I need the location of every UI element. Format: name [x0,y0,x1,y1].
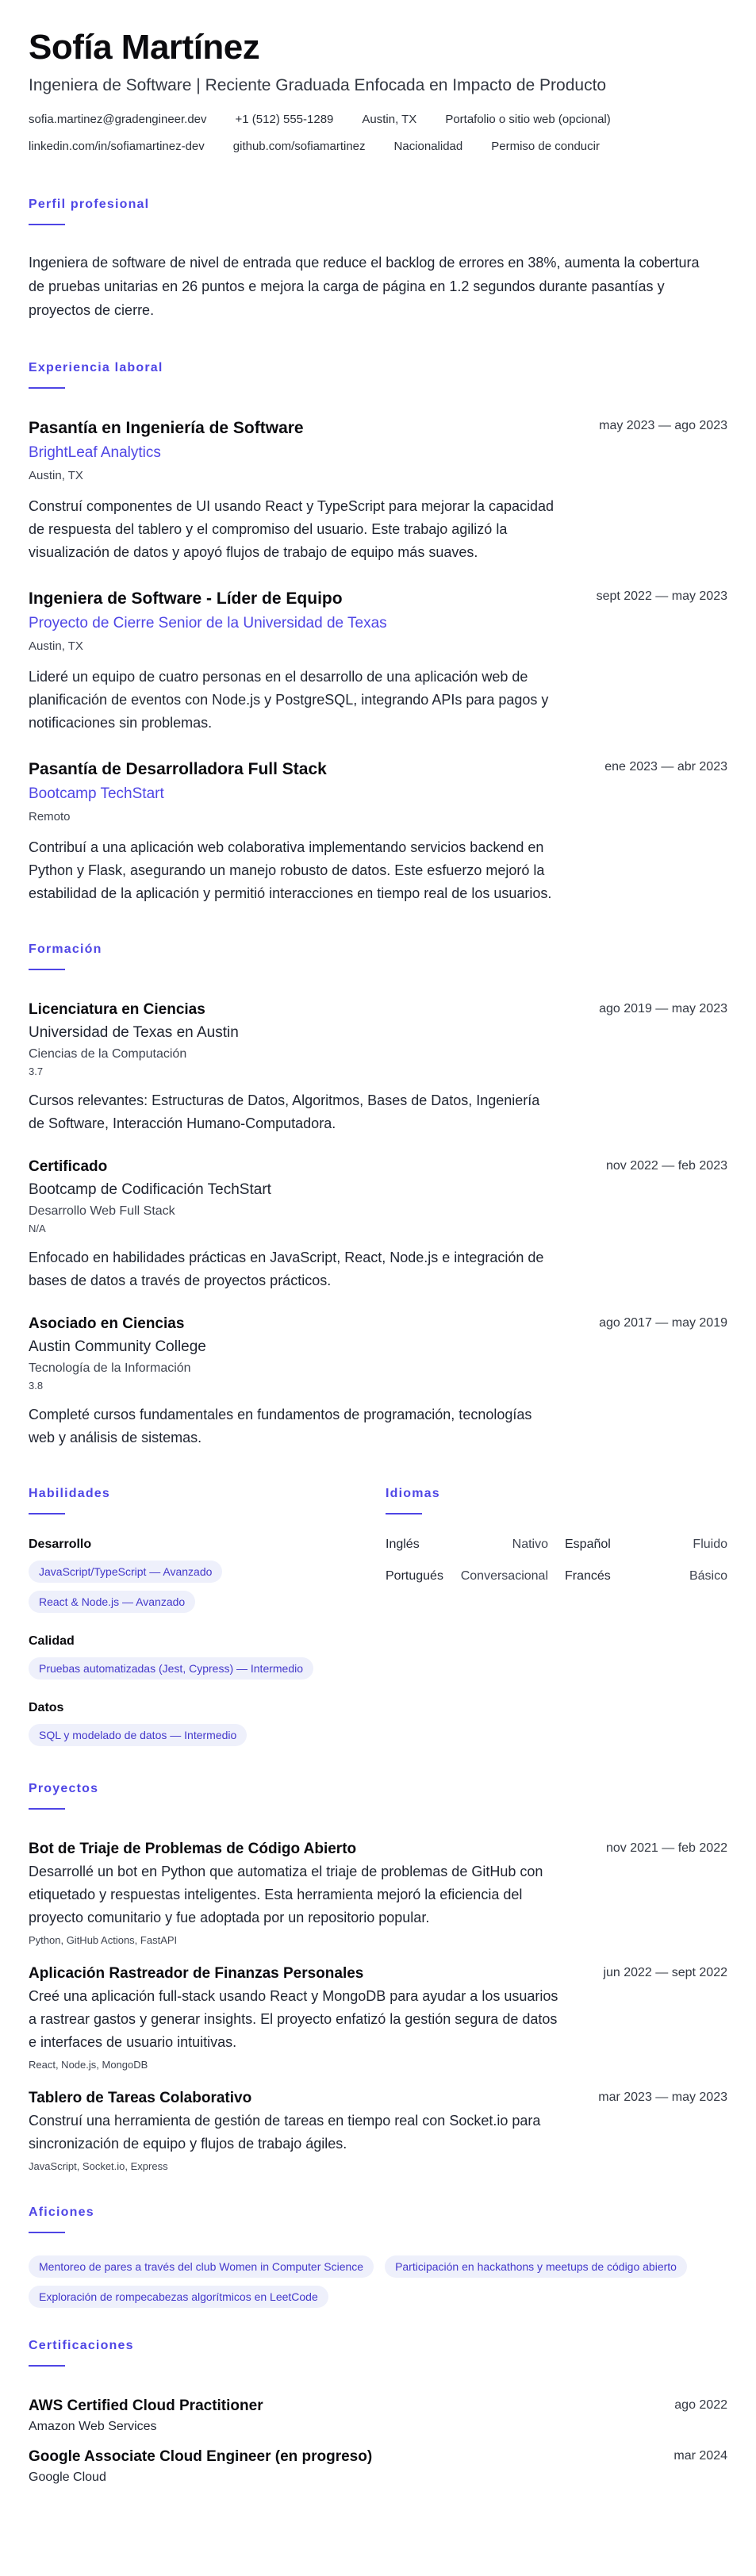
skill-group-name: Desarrollo [29,1538,92,1551]
contact-phone[interactable]: +1 (512) 555-1289 [235,113,334,126]
language-name: Portugués [386,1569,443,1583]
section-title: Habilidades [29,1487,111,1500]
section-divider [29,2365,65,2367]
language-item [565,1537,727,1553]
interest-chip: Exploración de rompecabezas algorítmicos en LeetCode [29,2286,328,2308]
summary-section [29,197,727,322]
language-item [386,1568,548,1584]
contact-info [29,113,711,154]
skill-chip: Pruebas automatizadas (Jest, Cypress) — Intermedio [29,1657,313,1680]
education-item [29,1315,727,1449]
contact-portfolio[interactable]: Portafolio o sitio web (opcional) [445,113,611,126]
experience-item [29,417,727,564]
interests-section [29,2205,727,2308]
project-item [29,1840,727,1947]
job-dates: may 2023 — ago 2023 [599,419,727,432]
skill-group [29,1700,386,1746]
gpa-value: 3.8 [29,1380,44,1392]
field-of-study: Tecnología de la Información [29,1361,191,1375]
project-item [29,1964,727,2071]
certification-item [29,2447,727,2486]
gpa-value: 3.7 [29,1065,44,1077]
skill-group [29,1537,386,1613]
certification-name: Google Associate Cloud Engineer (en progreso) [29,2448,373,2465]
project-tech: Python, GitHub Actions, FastAPI [29,1934,178,1946]
project-name: Tablero de Tareas Colaborativo [29,2090,252,2106]
language-name: Español [565,1538,611,1551]
job-dates: ene 2023 — abr 2023 [604,760,727,774]
contact-nationality: Nacionalidad [393,140,463,153]
job-description: Contribuí a una aplicación web colaborativa implementando servicios backend en Python y Flask, asegurando un manejo robusto de datos. Este esfuerzo mejoró la estabilidad de la aplicación y permitió interacciones en tiempo real de los usuarios. [29,839,552,901]
interest-chip: Mentoreo de pares a través del club Women in Computer Science [29,2255,374,2278]
candidate-name: Sofía Martínez [29,28,260,67]
section-divider [29,2232,65,2233]
section-title: Experiencia laboral [29,361,163,374]
job-title: Ingeniera de Software - Líder de Equipo [29,589,343,608]
resume-header [29,25,727,154]
project-tech: React, Node.js, MongoDB [29,2059,148,2071]
section-title: Certificaciones [29,2339,134,2352]
section-title: Idiomas [386,1487,440,1500]
interest-chip: Participación en hackathons y meetups de código abierto [385,2255,687,2278]
job-description: Lideré un equipo de cuatro personas en el desarrollo de una aplicación web de planificación de eventos con Node.js y PostgreSQL, integrando APIs para pagos y notificaciones sin problemas. [29,669,549,731]
job-description: Construí componentes de UI usando React y TypeScript para mejorar la capacidad de respuesta del tablero y el compromiso del usuario. Este trabajo agilizó la visualización de datos y apoyó flujos de trabajo de equipo más suaves. [29,498,555,560]
certifications-section [29,2338,727,2486]
skill-chip: JavaScript/TypeScript — Avanzado [29,1561,222,1583]
education-description: Cursos relevantes: Estructuras de Datos, Algoritmos, Bases de Datos, Ingeniería de Software, Interacción Humano-Computadora. [29,1092,540,1131]
summary-text: Ingeniera de software de nivel de entrada que reduce el backlog de errores en 38%, aumenta la cobertura de pruebas unitarias en 26 puntos e mejora la carga de página en 1.2 segundos durante pasantías y proyectos de cierre. [29,255,700,318]
language-item [386,1537,548,1553]
company-name: Bootcamp TechStart [29,785,164,802]
company-name: Proyecto de Cierre Senior de la Universidad de Texas [29,615,387,632]
school-name: Austin Community College [29,1338,206,1355]
language-level: Nativo [512,1538,548,1551]
skill-chip: SQL y modelado de datos — Intermedio [29,1724,247,1746]
candidate-headline: Ingeniera de Software | Reciente Graduada Enfocada en Impacto de Producto [29,76,607,94]
project-description: Construí una herramienta de gestión de tareas en tiempo real con Socket.io para sincronización de equipo y flujos de trabajo ágiles. [29,2113,541,2152]
section-divider [29,969,65,970]
project-item [29,2089,727,2173]
certification-date: mar 2024 [673,2449,727,2463]
section-divider [29,1513,65,1515]
skills-languages-row [29,1486,727,1746]
degree-title: Certificado [29,1158,108,1175]
experience-section [29,360,727,905]
education-item [29,1157,727,1292]
education-dates: nov 2022 — feb 2023 [605,1159,727,1173]
education-section [29,942,727,1449]
language-level: Básico [689,1569,727,1583]
language-level: Fluido [693,1538,727,1551]
contact-license: Permiso de conducir [491,140,600,153]
projects-section [29,1781,727,2173]
job-location: Austin, TX [29,639,83,653]
education-dates: ago 2017 — may 2019 [599,1316,727,1330]
section-divider [29,387,65,389]
experience-item [29,588,727,735]
job-dates: sept 2022 — may 2023 [596,589,727,603]
project-tech: JavaScript, Socket.io, Express [29,2160,168,2172]
section-title: Perfil profesional [29,198,150,211]
certification-date: ago 2022 [674,2398,727,2412]
certification-issuer: Amazon Web Services [29,2420,157,2433]
contact-location: Austin, TX [362,113,417,126]
experience-item [29,758,727,905]
language-name: Inglés [386,1538,420,1551]
section-title: Proyectos [29,1782,99,1795]
education-description: Enfocado en habilidades prácticas en JavaScript, React, Node.js e integración de bases de datos a través de proyectos prácticos. [29,1250,544,1288]
field-of-study: Ciencias de la Computación [29,1047,187,1061]
project-dates: mar 2023 — may 2023 [598,2090,727,2104]
certification-item [29,2397,727,2435]
field-of-study: Desarrollo Web Full Stack [29,1204,175,1218]
project-dates: jun 2022 — sept 2022 [603,1966,727,1979]
contact-email[interactable]: sofia.martinez@gradengineer.dev [29,113,207,126]
skill-group [29,1634,386,1680]
project-name: Aplicación Rastreador de Finanzas Personales [29,1965,364,1982]
education-item [29,1000,727,1135]
skills-section [29,1486,386,1746]
gpa-value: N/A [29,1223,46,1234]
skill-chip: React & Node.js — Avanzado [29,1591,195,1613]
job-title: Pasantía de Desarrolladora Full Stack [29,760,327,778]
job-location: Austin, TX [29,469,83,482]
languages-section [386,1486,727,1746]
company-name: BrightLeaf Analytics [29,444,161,461]
project-dates: nov 2021 — feb 2022 [605,1841,727,1855]
language-item [565,1568,727,1584]
project-name: Bot de Triaje de Problemas de Código Abierto [29,1841,357,1857]
education-dates: ago 2019 — may 2023 [599,1002,727,1015]
section-divider [29,224,65,225]
section-divider [29,1808,65,1810]
contact-linkedin[interactable]: linkedin.com/in/sofiamartinez-dev [29,140,205,153]
certification-issuer: Google Cloud [29,2470,106,2484]
certification-name: AWS Certified Cloud Practitioner [29,2397,263,2414]
contact-github[interactable]: github.com/sofiamartinez [232,140,366,153]
job-title: Pasantía en Ingeniería de Software [29,419,304,437]
section-divider [386,1513,422,1515]
language-level: Conversacional [460,1569,548,1583]
project-description: Creé una aplicación full-stack usando React y MongoDB para ayudar a los usuarios a rastrear gastos y generar insights. El proyecto enfatizó la gestión segura de datos e interfaces de usuario intuitivas. [29,1988,558,2050]
language-name: Francés [565,1569,611,1583]
school-name: Universidad de Texas en Austin [29,1024,239,1041]
skill-group-name: Datos [29,1701,64,1714]
degree-title: Licenciatura en Ciencias [29,1001,205,1018]
school-name: Bootcamp de Codificación TechStart [29,1181,271,1198]
project-description: Desarrollé un bot en Python que automatiza el triaje de problemas de GitHub con etiquetado y respuestas inteligentes. Esta herramienta mejoró la eficiencia del proyecto comunitario y fue adoptada por un repositorio popular. [29,1864,543,1925]
degree-title: Asociado en Ciencias [29,1315,185,1332]
job-location: Remoto [29,810,71,823]
skill-group-name: Calidad [29,1634,75,1648]
section-title: Formación [29,942,102,956]
education-description: Completé cursos fundamentales en fundamentos de programación, tecnologías web y análisis de sistemas. [29,1407,532,1445]
section-title: Aficiones [29,2206,94,2219]
